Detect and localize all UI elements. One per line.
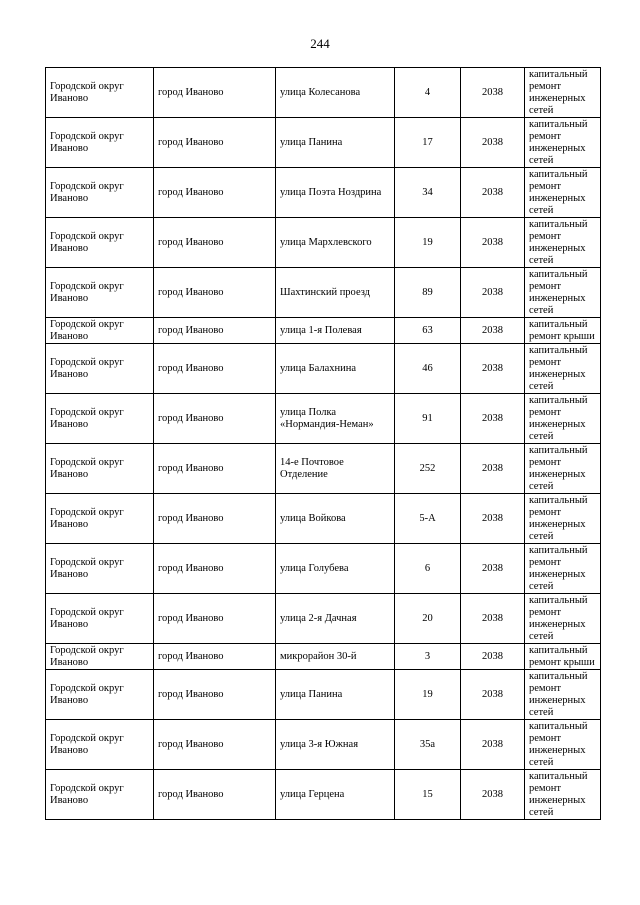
city-cell: город Иваново [154, 444, 276, 494]
table-row [46, 594, 601, 644]
house-number-cell: 63 [395, 318, 461, 344]
year-cell: 2038 [461, 118, 525, 168]
table-row [46, 494, 601, 544]
house-number-cell: 252 [395, 444, 461, 494]
street-cell: улица 3-я Южная [276, 720, 395, 770]
street-cell: улица Войкова [276, 494, 395, 544]
table-row [46, 344, 601, 394]
year-cell: 2038 [461, 318, 525, 344]
table-row [46, 770, 601, 820]
district-cell: Городской округ Иваново [46, 720, 154, 770]
year-cell: 2038 [461, 720, 525, 770]
city-cell: город Иваново [154, 594, 276, 644]
table-row [46, 444, 601, 494]
table-row [46, 68, 601, 118]
house-number-cell: 34 [395, 168, 461, 218]
street-cell: улица Панина [276, 670, 395, 720]
work-type-cell: капитальный ремонт инженерных сетей [525, 444, 601, 494]
work-type-cell: капитальный ремонт инженерных сетей [525, 494, 601, 544]
city-cell: город Иваново [154, 118, 276, 168]
work-type-cell: капитальный ремонт инженерных сетей [525, 594, 601, 644]
work-type-cell: капитальный ремонт инженерных сетей [525, 268, 601, 318]
year-cell: 2038 [461, 644, 525, 670]
city-cell: город Иваново [154, 644, 276, 670]
district-cell: Городской округ Иваново [46, 344, 154, 394]
district-cell: Городской округ Иваново [46, 118, 154, 168]
house-number-cell: 91 [395, 394, 461, 444]
district-cell: Городской округ Иваново [46, 68, 154, 118]
table-row [46, 168, 601, 218]
district-cell: Городской округ Иваново [46, 444, 154, 494]
street-cell: 14-е Почтовое Отделение [276, 444, 395, 494]
house-number-cell: 6 [395, 544, 461, 594]
page-number: 244 [310, 36, 330, 51]
year-cell: 2038 [461, 670, 525, 720]
work-type-cell: капитальный ремонт инженерных сетей [525, 168, 601, 218]
house-number-cell: 4 [395, 68, 461, 118]
city-cell: город Иваново [154, 394, 276, 444]
house-number-cell: 3 [395, 644, 461, 670]
house-number-cell: 15 [395, 770, 461, 820]
street-cell: улица Панина [276, 118, 395, 168]
table-row [46, 394, 601, 444]
street-cell: улица Поэта Ноздрина [276, 168, 395, 218]
district-cell: Городской округ Иваново [46, 394, 154, 444]
work-type-cell: капитальный ремонт инженерных сетей [525, 218, 601, 268]
street-cell: улица 2-я Дачная [276, 594, 395, 644]
year-cell: 2038 [461, 594, 525, 644]
street-cell: улица Герцена [276, 770, 395, 820]
street-cell: улица 1-я Полевая [276, 318, 395, 344]
house-number-cell: 17 [395, 118, 461, 168]
street-cell: улица Мархлевского [276, 218, 395, 268]
table-row [46, 318, 601, 344]
city-cell: город Иваново [154, 168, 276, 218]
table-row [46, 720, 601, 770]
house-number-cell: 19 [395, 670, 461, 720]
table-row [46, 268, 601, 318]
table-row [46, 544, 601, 594]
table-row [46, 644, 601, 670]
district-cell: Городской округ Иваново [46, 168, 154, 218]
city-cell: город Иваново [154, 68, 276, 118]
district-cell: Городской округ Иваново [46, 318, 154, 344]
district-cell: Городской округ Иваново [46, 268, 154, 318]
city-cell: город Иваново [154, 670, 276, 720]
registry-table [45, 67, 601, 820]
table-row [46, 670, 601, 720]
work-type-cell: капитальный ремонт инженерных сетей [525, 720, 601, 770]
city-cell: город Иваново [154, 544, 276, 594]
registry-table-body [46, 68, 601, 820]
year-cell: 2038 [461, 168, 525, 218]
city-cell: город Иваново [154, 770, 276, 820]
year-cell: 2038 [461, 494, 525, 544]
year-cell: 2038 [461, 344, 525, 394]
work-type-cell: капитальный ремонт инженерных сетей [525, 544, 601, 594]
house-number-cell: 20 [395, 594, 461, 644]
work-type-cell: капитальный ремонт инженерных сетей [525, 344, 601, 394]
year-cell: 2038 [461, 268, 525, 318]
city-cell: город Иваново [154, 318, 276, 344]
work-type-cell: капитальный ремонт инженерных сетей [525, 670, 601, 720]
work-type-cell: капитальный ремонт инженерных сетей [525, 394, 601, 444]
work-type-cell: капитальный ремонт инженерных сетей [525, 68, 601, 118]
district-cell: Городской округ Иваново [46, 770, 154, 820]
district-cell: Городской округ Иваново [46, 544, 154, 594]
house-number-cell: 35а [395, 720, 461, 770]
house-number-cell: 46 [395, 344, 461, 394]
year-cell: 2038 [461, 218, 525, 268]
street-cell: улица Голубева [276, 544, 395, 594]
work-type-cell: капитальный ремонт инженерных сетей [525, 118, 601, 168]
district-cell: Городской округ Иваново [46, 494, 154, 544]
street-cell: улица Полка «Нормандия-Неман» [276, 394, 395, 444]
year-cell: 2038 [461, 68, 525, 118]
table-row [46, 118, 601, 168]
city-cell: город Иваново [154, 494, 276, 544]
city-cell: город Иваново [154, 268, 276, 318]
year-cell: 2038 [461, 444, 525, 494]
work-type-cell: капитальный ремонт крыши [525, 644, 601, 670]
street-cell: микрорайон 30-й [276, 644, 395, 670]
work-type-cell: капитальный ремонт инженерных сетей [525, 770, 601, 820]
year-cell: 2038 [461, 544, 525, 594]
house-number-cell: 5-А [395, 494, 461, 544]
district-cell: Городской округ Иваново [46, 594, 154, 644]
house-number-cell: 89 [395, 268, 461, 318]
work-type-cell: капитальный ремонт крыши [525, 318, 601, 344]
city-cell: город Иваново [154, 720, 276, 770]
street-cell: улица Колесанова [276, 68, 395, 118]
city-cell: город Иваново [154, 344, 276, 394]
house-number-cell: 19 [395, 218, 461, 268]
year-cell: 2038 [461, 394, 525, 444]
year-cell: 2038 [461, 770, 525, 820]
street-cell: Шахтинский проезд [276, 268, 395, 318]
district-cell: Городской округ Иваново [46, 218, 154, 268]
district-cell: Городской округ Иваново [46, 644, 154, 670]
city-cell: город Иваново [154, 218, 276, 268]
table-row [46, 218, 601, 268]
district-cell: Городской округ Иваново [46, 670, 154, 720]
street-cell: улица Балахнина [276, 344, 395, 394]
